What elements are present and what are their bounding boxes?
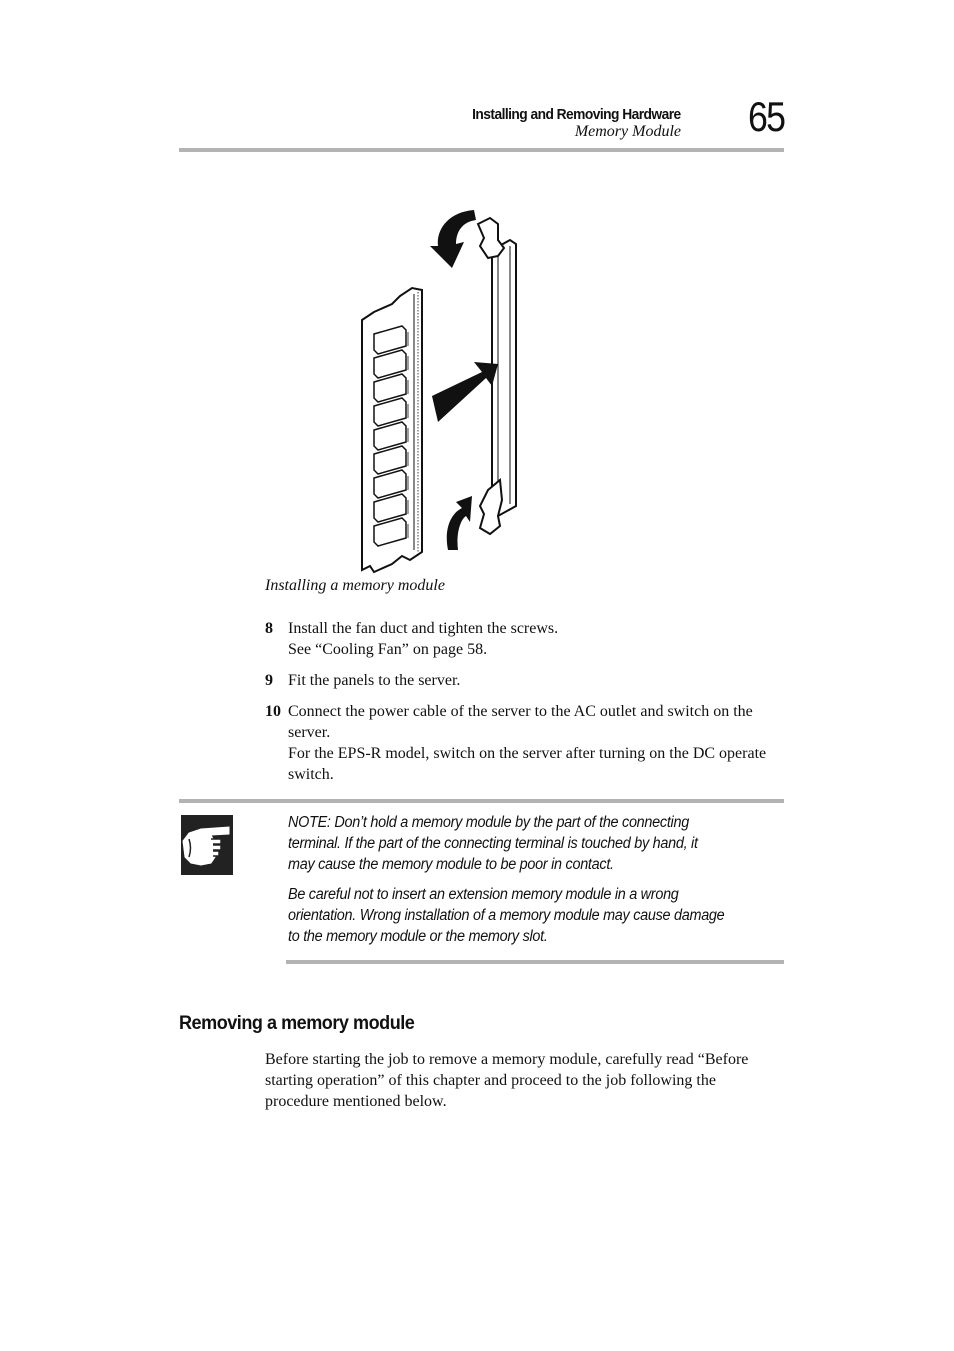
memory-chips <box>374 326 406 546</box>
memory-slot-drawing <box>492 240 516 516</box>
pointing-hand-icon <box>181 815 233 875</box>
step-text: Connect the power cable of the server to the AC outlet and switch on the server. <box>288 703 753 741</box>
note-paragraph: NOTE: Don’t hold a memory module by the part of the connecting terminal. If the part of the connecting terminal is touched by hand, it may cause the memory module to be poor in contact. <box>288 814 698 873</box>
step-number: 9 <box>265 672 273 689</box>
step-text: Fit the panels to the server. <box>288 672 461 689</box>
running-header-chapter: Installing and Removing Hardware <box>472 106 681 123</box>
header-rule <box>179 148 784 152</box>
section-body: Before starting the job to remove a memory module, carefully read “Before starting operation” of this chapter and proceed to the job following the procedure mentioned below. <box>265 1051 749 1110</box>
step-number: 8 <box>265 620 273 637</box>
step-text: For the EPS-R model, switch on the server after turning on the DC operate switch. <box>288 745 767 783</box>
step-text: See “Cooling Fan” on page 58. <box>288 641 488 658</box>
page-number: 65 <box>748 93 785 140</box>
note-top-rule <box>179 799 784 803</box>
step-number: 10 <box>265 703 281 720</box>
memory-module-illustration <box>352 200 532 580</box>
note-bottom-rule <box>286 960 784 964</box>
running-header-section: Memory Module <box>574 123 681 140</box>
note-paragraph: Be careful not to insert an extension memory module in a wrong orientation. Wrong installation of a memory module may cause damage to the memory module or the memory slot. <box>288 886 725 945</box>
section-heading: Removing a memory module <box>179 1013 415 1034</box>
figure-caption: Installing a memory module <box>265 577 445 594</box>
step-text: Install the fan duct and tighten the screws. <box>288 620 559 637</box>
